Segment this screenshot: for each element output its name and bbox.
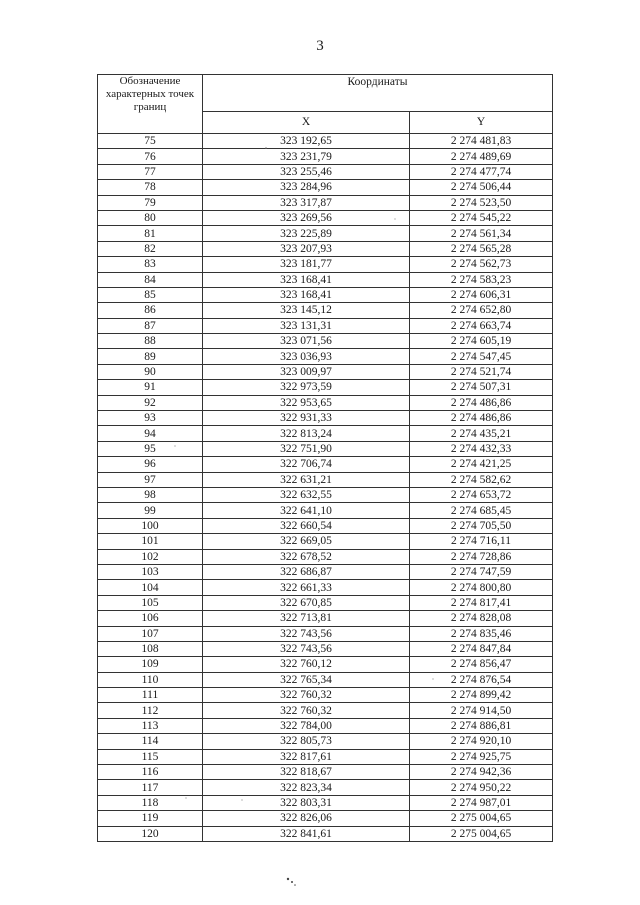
point-number-cell: 82 [98,241,203,256]
x-coordinate-cell: 322 641,10 [203,503,410,518]
x-coordinate-cell: 322 760,32 [203,688,410,703]
point-number-cell: 89 [98,349,203,364]
y-coordinate-cell: 2 274 663,74 [410,318,553,333]
y-coordinate-cell: 2 274 835,46 [410,626,553,641]
x-coordinate-cell: 322 953,65 [203,395,410,410]
table-row [98,795,553,810]
y-coordinate-cell: 2 274 914,50 [410,703,553,718]
y-coordinate-cell: 2 274 421,25 [410,457,553,472]
point-number-cell: 119 [98,811,203,826]
y-coordinate-cell: 2 274 828,08 [410,611,553,626]
y-coordinate-cell: 2 275 004,65 [410,811,553,826]
table-row [98,380,553,395]
x-coordinate-cell: 323 207,93 [203,241,410,256]
table-row [98,272,553,287]
point-number-cell: 81 [98,226,203,241]
table-row [98,164,553,179]
point-number-cell: 120 [98,826,203,841]
table-row [98,287,553,302]
table-row [98,564,553,579]
y-coordinate-cell: 2 274 521,74 [410,364,553,379]
point-number-cell: 106 [98,611,203,626]
x-coordinate-cell: 322 803,31 [203,795,410,810]
coordinates-table [97,74,553,842]
y-coordinate-cell: 2 274 899,42 [410,688,553,703]
x-coordinate-cell: 323 131,31 [203,318,410,333]
table-row [98,688,553,703]
x-coordinate-cell: 322 631,21 [203,472,410,487]
point-number-cell: 116 [98,765,203,780]
y-coordinate-cell: 2 274 728,86 [410,549,553,564]
x-coordinate-cell: 323 269,56 [203,210,410,225]
point-number-cell: 117 [98,780,203,795]
point-label-header: Обозначение характерных точек границ [98,75,203,134]
coordinates-header: Координаты [203,75,553,112]
x-coordinate-cell: 323 168,41 [203,272,410,287]
y-coordinate-cell: 2 274 486,86 [410,411,553,426]
y-coordinate-cell: 2 274 653,72 [410,487,553,502]
table-row [98,811,553,826]
x-coordinate-cell: 322 670,85 [203,595,410,610]
y-coordinate-cell: 2 274 856,47 [410,657,553,672]
table-row [98,703,553,718]
table-row [98,503,553,518]
point-number-cell: 88 [98,334,203,349]
y-coordinate-cell: 2 274 942,36 [410,765,553,780]
y-coordinate-cell: 2 274 432,33 [410,441,553,456]
y-coordinate-cell: 2 274 817,41 [410,595,553,610]
point-number-cell: 110 [98,672,203,687]
x-coordinate-cell: 322 841,61 [203,826,410,841]
table-row [98,595,553,610]
y-coordinate-cell: 2 274 435,21 [410,426,553,441]
y-coordinate-cell: 2 274 950,22 [410,780,553,795]
y-coordinate-cell: 2 274 685,45 [410,503,553,518]
y-coordinate-cell: 2 274 477,74 [410,164,553,179]
table-row [98,734,553,749]
x-coordinate-cell: 322 706,74 [203,457,410,472]
y-coordinate-cell: 2 275 004,65 [410,826,553,841]
x-coordinate-cell: 322 632,55 [203,487,410,502]
table-row [98,718,553,733]
point-number-cell: 86 [98,303,203,318]
point-number-cell: 99 [98,503,203,518]
point-number-cell: 115 [98,749,203,764]
x-coordinate-cell: 323 036,93 [203,349,410,364]
point-number-cell: 108 [98,641,203,656]
table-row [98,364,553,379]
x-coordinate-cell: 323 192,65 [203,134,410,149]
table-row [98,826,553,841]
x-coordinate-cell: 323 071,56 [203,334,410,349]
x-coordinate-cell: 322 743,56 [203,641,410,656]
table-row [98,426,553,441]
y-coordinate-cell: 2 274 582,62 [410,472,553,487]
x-header: X [203,112,410,134]
x-coordinate-cell: 322 661,33 [203,580,410,595]
point-number-cell: 113 [98,718,203,733]
table-row [98,472,553,487]
point-number-cell: 76 [98,149,203,164]
y-coordinate-cell: 2 274 606,31 [410,287,553,302]
x-coordinate-cell: 322 678,52 [203,549,410,564]
table-row [98,749,553,764]
x-coordinate-cell: 322 813,24 [203,426,410,441]
y-coordinate-cell: 2 274 987,01 [410,795,553,810]
point-number-cell: 97 [98,472,203,487]
y-coordinate-cell: 2 274 716,11 [410,534,553,549]
x-coordinate-cell: 323 181,77 [203,257,410,272]
table-row [98,626,553,641]
x-coordinate-cell: 322 817,61 [203,749,410,764]
y-coordinate-cell: 2 274 481,83 [410,134,553,149]
x-coordinate-cell: 322 686,87 [203,564,410,579]
table-row [98,672,553,687]
x-coordinate-cell: 323 225,89 [203,226,410,241]
table-row [98,518,553,533]
y-coordinate-cell: 2 274 545,22 [410,210,553,225]
table-body [98,134,553,842]
table-row [98,549,553,564]
table-row [98,765,553,780]
table-row [98,226,553,241]
table-row [98,257,553,272]
point-number-cell: 75 [98,134,203,149]
table-row [98,334,553,349]
point-number-cell: 100 [98,518,203,533]
x-coordinate-cell: 323 145,12 [203,303,410,318]
point-number-cell: 83 [98,257,203,272]
x-coordinate-cell: 323 284,96 [203,180,410,195]
x-coordinate-cell: 322 805,73 [203,734,410,749]
point-number-cell: 112 [98,703,203,718]
y-coordinate-cell: 2 274 506,44 [410,180,553,195]
x-coordinate-cell: 322 751,90 [203,441,410,456]
point-number-cell: 103 [98,564,203,579]
table-row [98,349,553,364]
point-number-cell: 78 [98,180,203,195]
x-coordinate-cell: 322 760,12 [203,657,410,672]
point-number-cell: 80 [98,210,203,225]
point-number-cell: 98 [98,487,203,502]
table-row [98,487,553,502]
table-row [98,657,553,672]
point-number-cell: 90 [98,364,203,379]
y-coordinate-cell: 2 274 847,84 [410,641,553,656]
table-row [98,303,553,318]
point-number-cell: 118 [98,795,203,810]
y-coordinate-cell: 2 274 705,50 [410,518,553,533]
point-number-cell: 107 [98,626,203,641]
table-row [98,134,553,149]
x-coordinate-cell: 323 255,46 [203,164,410,179]
table-row [98,318,553,333]
table-row [98,210,553,225]
point-number-cell: 91 [98,380,203,395]
y-coordinate-cell: 2 274 886,81 [410,718,553,733]
point-number-cell: 104 [98,580,203,595]
x-coordinate-cell: 323 317,87 [203,195,410,210]
point-number-cell: 101 [98,534,203,549]
table-row [98,611,553,626]
table-row [98,441,553,456]
table-row [98,457,553,472]
x-coordinate-cell: 322 818,67 [203,765,410,780]
point-number-cell: 109 [98,657,203,672]
y-coordinate-cell: 2 274 605,19 [410,334,553,349]
y-coordinate-cell: 2 274 489,69 [410,149,553,164]
point-number-cell: 102 [98,549,203,564]
y-coordinate-cell: 2 274 800,80 [410,580,553,595]
table-row [98,149,553,164]
x-coordinate-cell: 322 669,05 [203,534,410,549]
y-coordinate-cell: 2 274 583,23 [410,272,553,287]
point-number-cell: 105 [98,595,203,610]
y-coordinate-cell: 2 274 876,54 [410,672,553,687]
y-coordinate-cell: 2 274 547,45 [410,349,553,364]
x-coordinate-cell: 322 660,54 [203,518,410,533]
y-coordinate-cell: 2 274 561,34 [410,226,553,241]
y-header: Y [410,112,553,134]
table-row [98,534,553,549]
y-coordinate-cell: 2 274 920,10 [410,734,553,749]
table-row [98,241,553,256]
table-row [98,580,553,595]
point-number-cell: 84 [98,272,203,287]
point-number-cell: 85 [98,287,203,302]
point-number-cell: 92 [98,395,203,410]
x-coordinate-cell: 322 823,34 [203,780,410,795]
table-row [98,411,553,426]
table-row [98,780,553,795]
point-number-cell: 96 [98,457,203,472]
point-number-cell: 87 [98,318,203,333]
x-coordinate-cell: 323 231,79 [203,149,410,164]
point-number-cell: 114 [98,734,203,749]
x-coordinate-cell: 322 760,32 [203,703,410,718]
x-coordinate-cell: 323 168,41 [203,287,410,302]
point-number-cell: 77 [98,164,203,179]
y-coordinate-cell: 2 274 925,75 [410,749,553,764]
x-coordinate-cell: 322 784,00 [203,718,410,733]
x-coordinate-cell: 322 743,56 [203,626,410,641]
y-coordinate-cell: 2 274 747,59 [410,564,553,579]
point-number-cell: 93 [98,411,203,426]
x-coordinate-cell: 322 765,34 [203,672,410,687]
x-coordinate-cell: 322 931,33 [203,411,410,426]
point-number-cell: 79 [98,195,203,210]
x-coordinate-cell: 322 713,81 [203,611,410,626]
point-number-cell: 95 [98,441,203,456]
table-row [98,180,553,195]
table-row [98,195,553,210]
page-number: 3 [316,38,324,54]
y-coordinate-cell: 2 274 507,31 [410,380,553,395]
y-coordinate-cell: 2 274 562,73 [410,257,553,272]
x-coordinate-cell: 322 826,06 [203,811,410,826]
table-row [98,395,553,410]
y-coordinate-cell: 2 274 486,86 [410,395,553,410]
y-coordinate-cell: 2 274 523,50 [410,195,553,210]
point-number-cell: 111 [98,688,203,703]
x-coordinate-cell: 322 973,59 [203,380,410,395]
table-row [98,641,553,656]
y-coordinate-cell: 2 274 565,28 [410,241,553,256]
point-number-cell: 94 [98,426,203,441]
y-coordinate-cell: 2 274 652,80 [410,303,553,318]
x-coordinate-cell: 323 009,97 [203,364,410,379]
